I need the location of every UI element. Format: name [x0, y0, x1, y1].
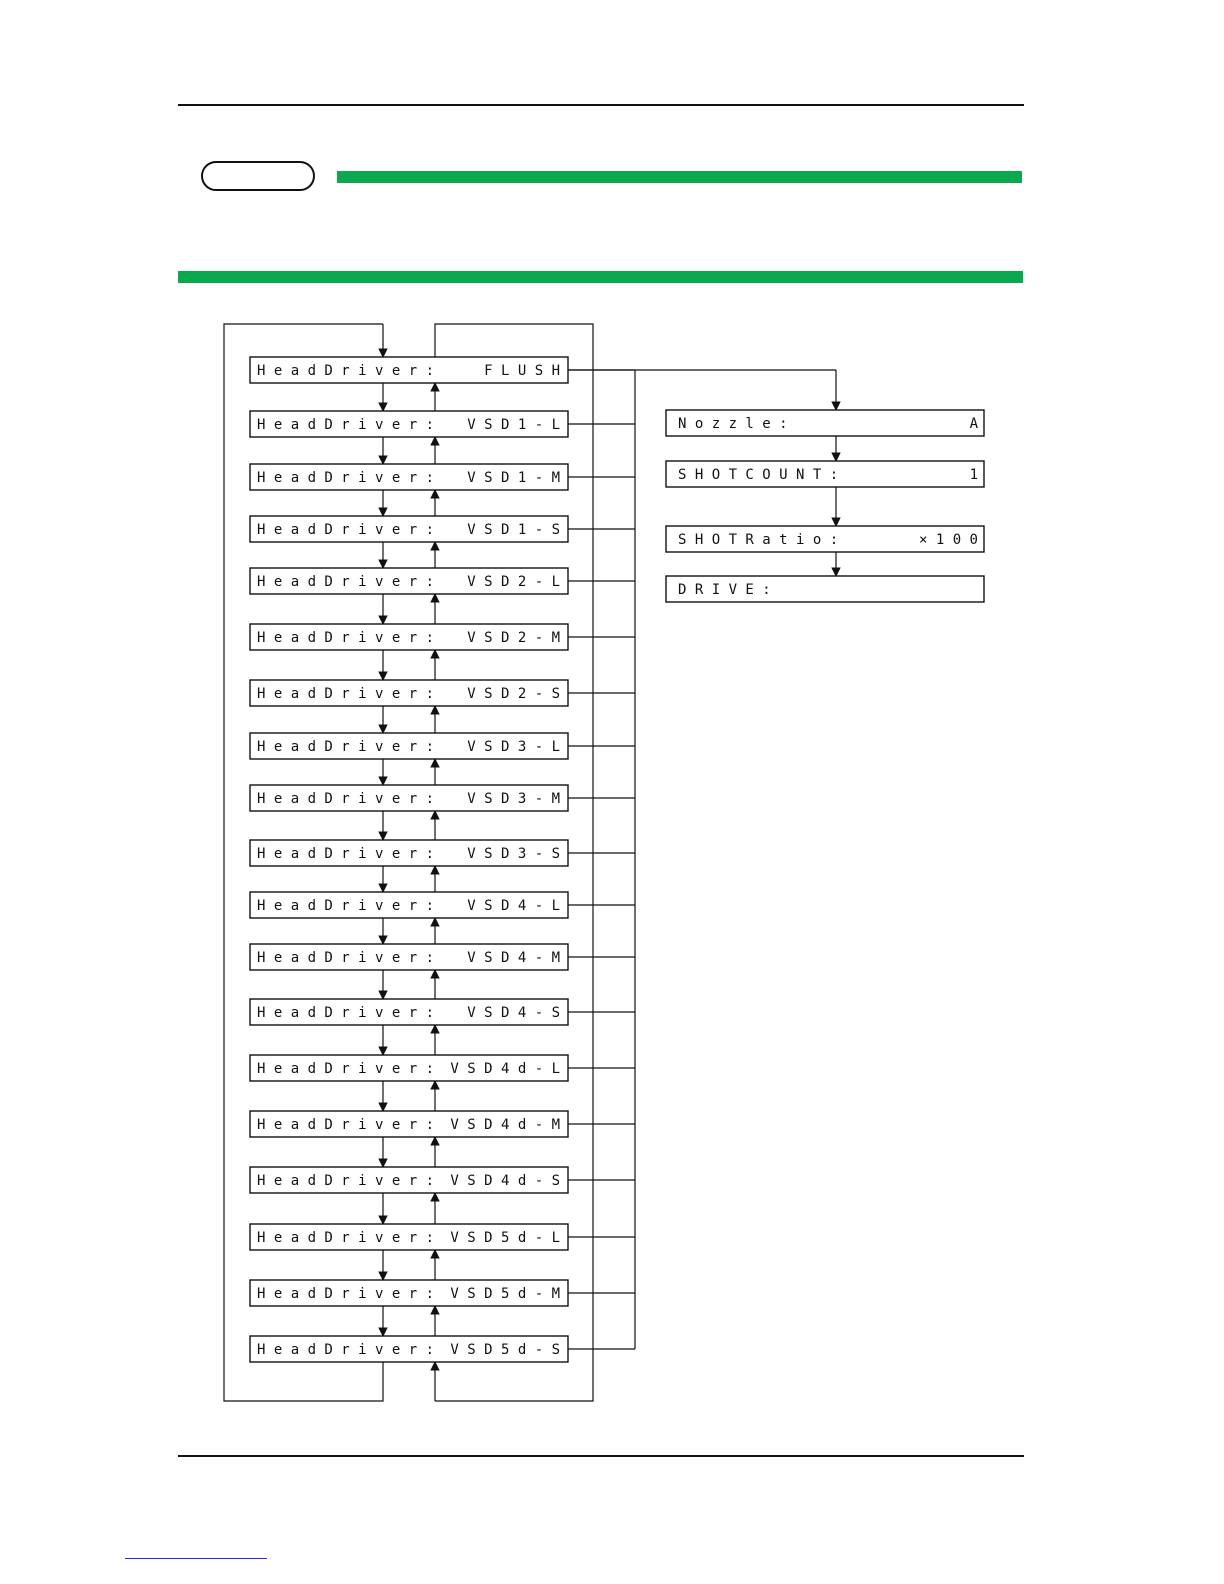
head-driver-item	[250, 464, 568, 490]
setting-value: 1	[969, 467, 978, 483]
setting-value: A	[969, 416, 978, 432]
head-driver-item	[250, 1167, 568, 1193]
head-driver-label: H e a d D r i v e r :	[257, 950, 435, 966]
head-driver-label: H e a d D r i v e r :	[257, 1117, 435, 1133]
head-driver-value: V S D 4 d - L	[450, 1061, 560, 1077]
head-driver-label: H e a d D r i v e r :	[257, 630, 435, 646]
nozzle-shot-menu	[666, 410, 984, 602]
head-driver-label: H e a d D r i v e r :	[257, 470, 435, 486]
head-driver-label: H e a d D r i v e r :	[257, 1061, 435, 1077]
head-driver-value: V S D 5 d - M	[450, 1286, 560, 1302]
head-driver-value: V S D 3 - L	[467, 739, 560, 755]
head-driver-item	[250, 785, 568, 811]
head-driver-label: H e a d D r i v e r :	[257, 898, 435, 914]
setting-label: D R I V E :	[678, 582, 771, 598]
setting-item	[666, 461, 984, 487]
head-driver-label: H e a d D r i v e r :	[257, 522, 435, 538]
head-driver-value: F L U S H	[484, 363, 560, 379]
head-driver-item	[250, 1111, 568, 1137]
head-driver-label: H e a d D r i v e r :	[257, 1173, 435, 1189]
head-driver-value: V S D 1 - S	[467, 522, 560, 538]
head-driver-label: H e a d D r i v e r :	[257, 1005, 435, 1021]
head-driver-item	[250, 944, 568, 970]
head-driver-value: V S D 2 - M	[467, 630, 560, 646]
head-driver-value: V S D 3 - M	[467, 791, 560, 807]
head-driver-value: V S D 4 d - M	[450, 1117, 560, 1133]
head-driver-label: H e a d D r i v e r :	[257, 417, 435, 433]
head-driver-item	[250, 411, 568, 437]
head-driver-label: H e a d D r i v e r :	[257, 574, 435, 590]
head-driver-value: V S D 4 - S	[467, 1005, 560, 1021]
head-driver-label: H e a d D r i v e r :	[257, 363, 435, 379]
head-driver-label: H e a d D r i v e r :	[257, 739, 435, 755]
head-driver-item	[250, 624, 568, 650]
head-driver-value: V S D 2 - L	[467, 574, 560, 590]
head-driver-item	[250, 1055, 568, 1081]
head-driver-label: H e a d D r i v e r :	[257, 791, 435, 807]
head-driver-value: V S D 1 - M	[467, 470, 560, 486]
head-driver-label: H e a d D r i v e r :	[257, 1342, 435, 1358]
head-driver-item	[250, 516, 568, 542]
head-driver-label: H e a d D r i v e r :	[257, 846, 435, 862]
setting-label: N o z z l e :	[678, 416, 788, 432]
setting-label: S H O T C O U N T :	[678, 467, 839, 483]
head-driver-value: V S D 1 - L	[467, 417, 560, 433]
head-driver-item	[250, 733, 568, 759]
head-driver-item	[250, 892, 568, 918]
head-driver-item	[250, 680, 568, 706]
head-driver-value: V S D 2 - S	[467, 686, 560, 702]
head-driver-value: V S D 4 d - S	[450, 1173, 560, 1189]
head-driver-item	[250, 999, 568, 1025]
head-driver-label: H e a d D r i v e r :	[257, 686, 435, 702]
head-driver-value: V S D 3 - S	[467, 846, 560, 862]
head-driver-value: V S D 5 d - S	[450, 1342, 560, 1358]
head-driver-item	[250, 568, 568, 594]
setting-item	[666, 526, 984, 552]
head-driver-value: V S D 4 - L	[467, 898, 560, 914]
head-driver-label: H e a d D r i v e r :	[257, 1286, 435, 1302]
setting-value: × 1 0 0	[918, 532, 978, 548]
head-driver-label: H e a d D r i v e r :	[257, 1230, 435, 1246]
head-driver-item	[250, 1336, 568, 1362]
head-driver-item	[250, 1280, 568, 1306]
setting-label: S H O T R a t i o :	[678, 532, 839, 548]
head-driver-item	[250, 840, 568, 866]
head-driver-menu	[250, 357, 568, 1362]
head-driver-value: V S D 5 d - L	[450, 1230, 560, 1246]
head-driver-item	[250, 1224, 568, 1250]
head-driver-value: V S D 4 - M	[467, 950, 560, 966]
head-driver-item	[250, 357, 568, 383]
setting-item	[666, 576, 984, 602]
setting-item	[666, 410, 984, 436]
